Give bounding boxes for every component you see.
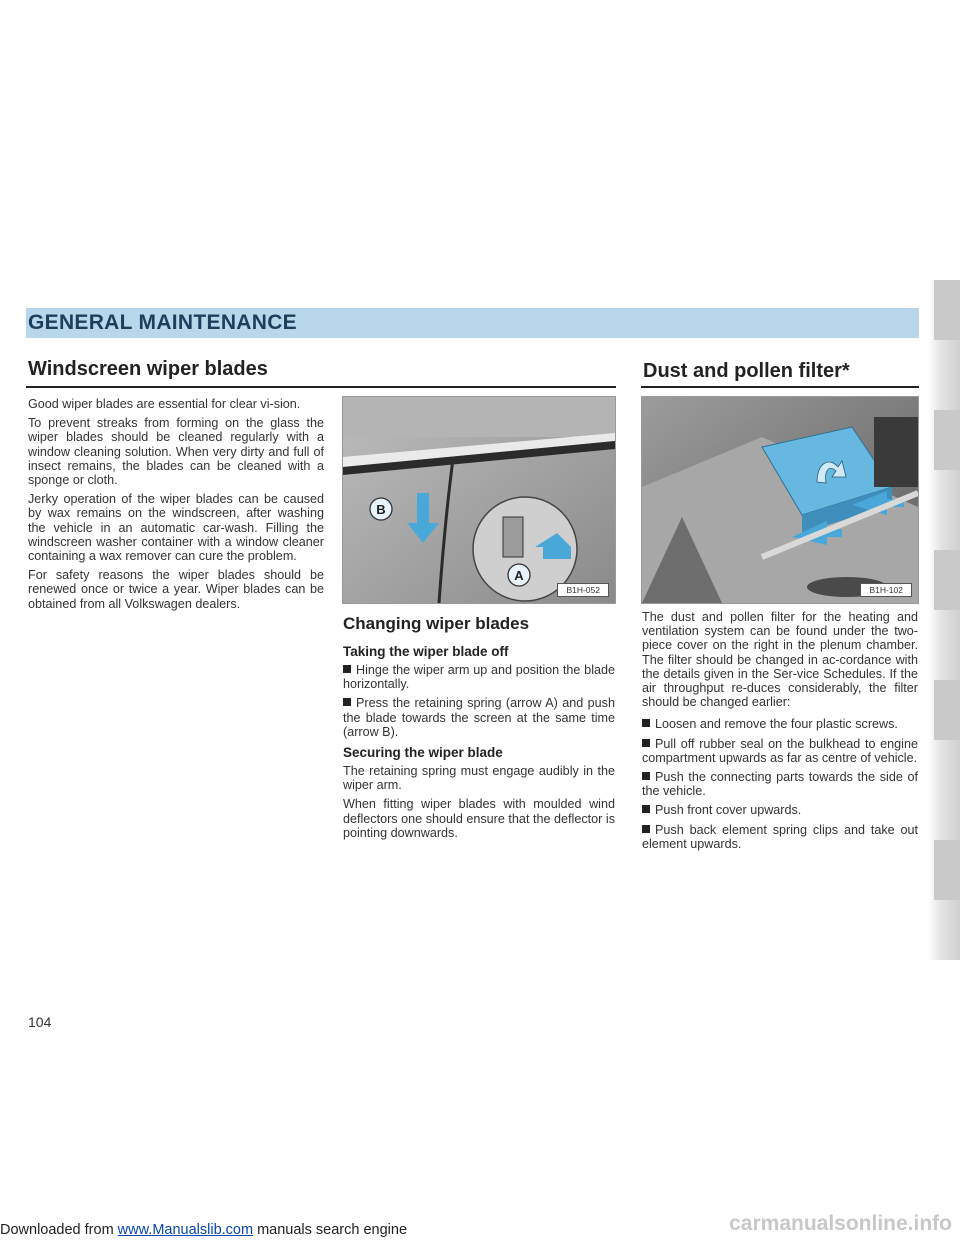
wiper-paragraph: Jerky operation of the wiper blades can be caused by wax remains on the windscreen, after washing the vehicle in an automatic car-wash. Filling the windscreen washer container with a window cleaner containing a wax remover can cure the problem. — [28, 492, 324, 564]
filter-title: Dust and pollen filter* — [643, 360, 850, 382]
wiper-paragraph: For safety reasons the wiper blades should be renewed once or twice a year. Wiper blades can be obtained from all Volkswagen dealers. — [28, 568, 324, 611]
list-item: Hinge the wiper arm up and position the blade horizontally. — [343, 663, 615, 692]
footer-link[interactable]: www.Manualslib.com — [117, 1222, 254, 1238]
filter-title-rule — [641, 386, 919, 388]
footer-prefix: Downloaded from — [0, 1222, 118, 1238]
filter-illustration — [642, 397, 918, 603]
wiper-figure — [342, 396, 616, 604]
off-title: Taking the wiper blade off — [343, 644, 509, 659]
bullet-icon — [343, 665, 351, 673]
bullet-icon — [343, 698, 351, 706]
bullet-icon — [642, 719, 650, 727]
securing-paragraph: When fitting wiper blades with moulded wind deflectors one should ensure that the deflector is pointing downwards. — [343, 797, 615, 840]
list-item: Pull off rubber seal on the bulkhead to engine compartment upwards as far as centre of vehicle. — [642, 736, 918, 765]
section-banner — [26, 308, 919, 338]
section-banner-text: GENERAL MAINTENANCE — [28, 311, 297, 334]
page-number: 104 — [28, 1014, 52, 1030]
list-item: Loosen and remove the four plastic screws. — [642, 717, 918, 731]
list-item: Push front cover upwards. — [642, 803, 918, 817]
footer-suffix: manuals search engine — [253, 1222, 408, 1238]
footer — [0, 1222, 407, 1238]
securing-title: Securing the wiper blade — [343, 745, 503, 761]
bullet-icon — [642, 739, 650, 747]
wiper-body — [28, 397, 324, 616]
wiper-illustration — [343, 397, 615, 603]
list-item: Push back element spring clips and take out element upwards. — [642, 822, 918, 851]
wiper-paragraph: Good wiper blades are essential for clear vi-sion. — [28, 397, 301, 411]
wiper-title: Windscreen wiper blades — [28, 358, 268, 380]
list-item: Press the retaining spring (arrow A) and push the blade towards the screen at the same time (arrow B). — [343, 696, 615, 739]
securing-paragraph: The retaining spring must engage audibly in the wiper arm. — [343, 764, 615, 793]
list-item: Push the connecting parts towards the side of the vehicle. — [642, 770, 918, 799]
wiper-figure-code: B1H-052 — [557, 583, 609, 597]
filter-body — [642, 610, 918, 856]
filter-figure-code: B1H-102 — [860, 583, 912, 597]
figure-label-b: B — [376, 502, 386, 517]
bullet-icon — [642, 772, 650, 780]
wiper-paragraph: To prevent streaks from forming on the glass the wiper blades should be cleaned regularly with a window cleaning solution. When very dirty and full of insect remains, the blades can be cleaned with a sponge or cloth. — [28, 416, 324, 488]
changing-section — [343, 614, 615, 845]
bullet-icon — [642, 825, 650, 833]
wiper-title-rule — [26, 386, 616, 388]
filter-intro: The dust and pollen filter for the heating and ventilation system can be found under the two-piece cover on the right in the plenum chamber. The filter should be changed in ac-cordance with the details given in the Ser-vice Schedules. If the air throughput re-duces considerably, the filter should be changed earlier: — [642, 610, 918, 710]
side-tab-strip — [928, 280, 960, 960]
filter-figure — [641, 396, 919, 604]
figure-label-a: A — [514, 568, 524, 583]
footer-watermark: carmanualsonline.info — [729, 1212, 952, 1235]
changing-title: Changing wiper blades — [343, 614, 530, 633]
bullet-icon — [642, 805, 650, 813]
